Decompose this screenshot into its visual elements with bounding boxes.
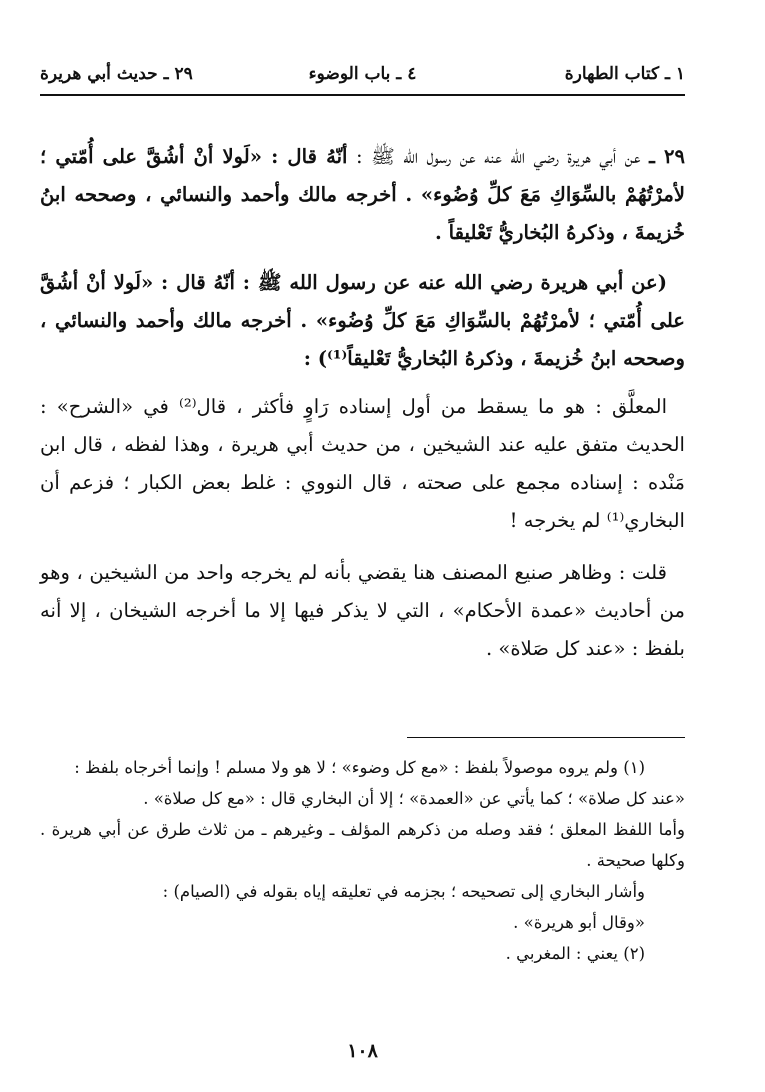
footnote-rule — [407, 737, 685, 738]
header-book: ١ ـ كتاب الطهارة — [564, 64, 685, 84]
sharh-quote-body: (عن أبي هريرة رضي الله عنه عن رسول الله ﷺ : أنّهُ قال : «لَولا أنْ أشُقَّ على أُمّتي ؛ لأمرْتُهُمْ بالسِّوَاكِ مَعَ كلِّ وُضُوء» . أخرجه مالك وأحمد والنسائي ، وصححه ابنُ خُزيمةَ ، وذكرهُ البُخاريُّ تَعْليقاً⁽¹⁾) : — [40, 271, 685, 370]
commentary-paragraph-2: قلت : وظاهر صنيع المصنف هنا يقضي بأنه لم يخرجه واحد من الشيخين ، وهو من أحاديث «عمدة الأحكام» ، التي لا يذكر فيها إلا ما أخرجه الشيخان ، إلا أنه بلفظ : «عند كل صَلاة» . — [40, 561, 685, 660]
page-number: ١٠٨ — [347, 1040, 378, 1062]
footnote-1-line-5: «وقال أبو هريرة» . — [513, 913, 645, 932]
header-hadith: ٢٩ ـ حديث أبي هريرة — [40, 64, 193, 84]
footnote-2: (٢) يعني : المغربي . — [505, 944, 645, 963]
footnote-1-line-4: وأشار البخاري إلى تصحيحه ؛ بجزمه في تعليقه إياه بقوله في (الصيام) : — [162, 882, 645, 901]
footnote-1-line-1: (١) ولم يروه موصولاً بلفظ : «مع كل وضوء» ؛ لا هو ولا مسلم ! وإنما أخرجاه بلفظ : — [74, 758, 645, 777]
footnote-1-line-3: وأما اللفظ المعلق ؛ فقد وصله من ذكرهم المؤلف ـ وغيرهم ـ من ثلاث طرق عن أبي هريرة . وكلها صحيحة . — [40, 820, 685, 870]
sharh-quoted-text — [40, 264, 685, 378]
header-rule — [40, 94, 685, 96]
hadith-matn — [40, 138, 685, 252]
commentary-paragraph-1: المعلَّق : هو ما يسقط من أول إسناده رَاوٍ فأكثر ، قال⁽²⁾ في «الشرح» : الحديث متفق عليه عند الشيخين ، من حديث أبي هريرة ، وهذا لفظه ، قال ابن مَنْده : إسناده مجمع على صحته ، قال النووي : غلط بعض الكبار ؛ فزعم أن البخاري⁽¹⁾ لم يخرجه ! — [40, 395, 685, 532]
running-header — [40, 62, 685, 92]
hadith-number: ٢٩ ـ — [649, 145, 686, 168]
footnotes — [40, 752, 685, 969]
main-text — [40, 138, 685, 682]
header-chapter: ٤ ـ باب الوضوء — [308, 64, 417, 84]
hadith-intro: عن أبي هريرة رضي الله عنه عن رسول الله ﷺ : — [356, 145, 641, 168]
page — [40, 0, 685, 1092]
hadith-quote: أنّهُ قال : «لَولا أنْ أشُقَّ على أُمّتي ؛ لأمرْتُهُمْ بالسِّوَاكِ مَعَ كلِّ وُضُوء» . أخرجه مالك وأحمد والنسائي ، وصححه ابنُ خُزيمةَ ، وذكرهُ البُخاريُّ تَعْليقاً . — [40, 145, 685, 244]
footnote-1-line-2: «عند كل صلاة» ؛ كما يأتي عن «العمدة» ؛ إلا أن البخاري قال : «مع كل صلاة» . — [143, 789, 685, 808]
